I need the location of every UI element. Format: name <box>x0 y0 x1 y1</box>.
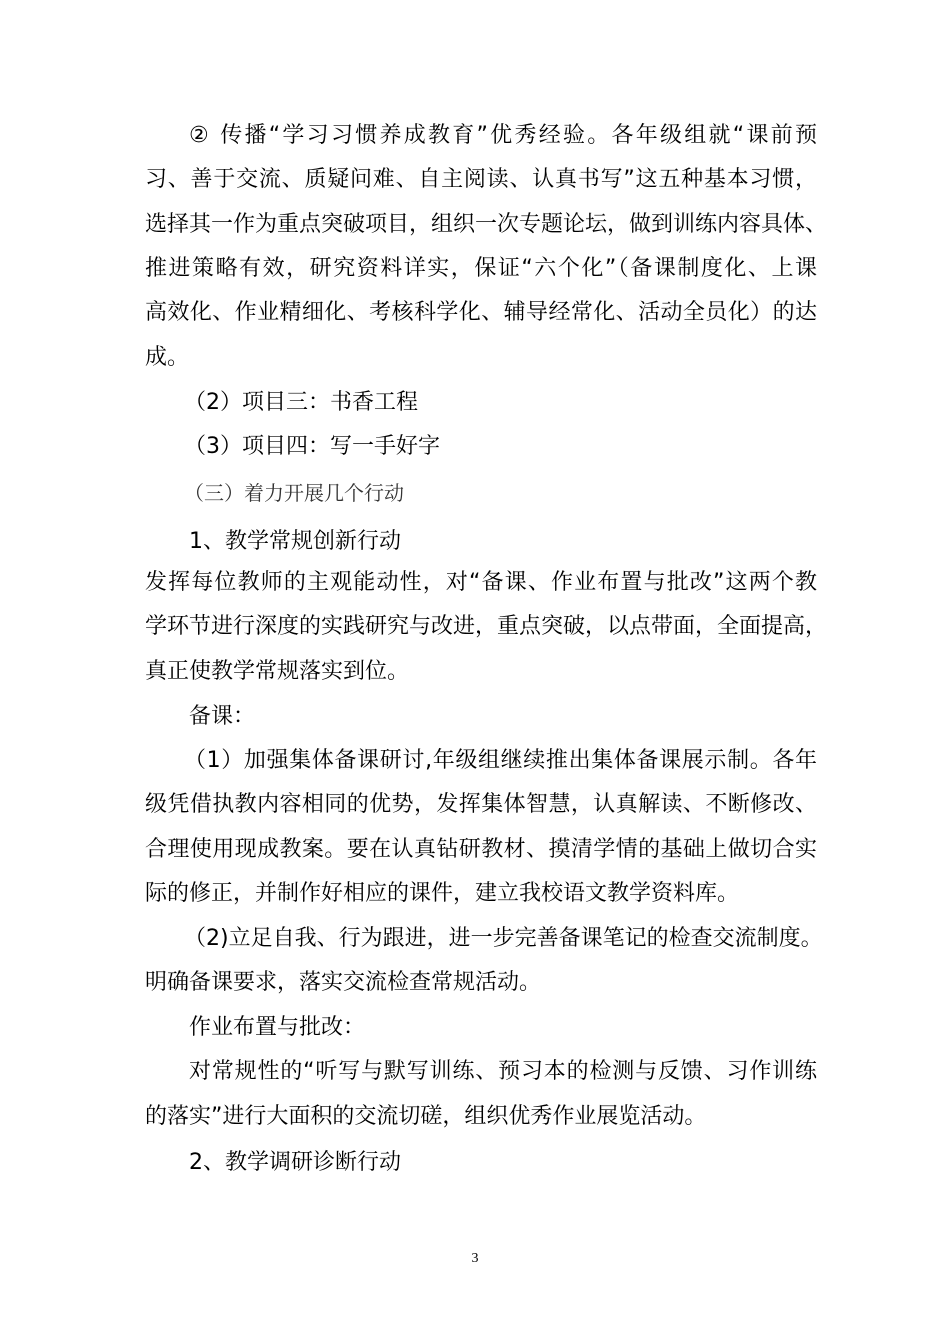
paragraph-line: 成。 <box>145 345 190 370</box>
paragraph-line: 合理使用现成教案。要在认真钻研教材、摸清学情的基础上做切合实 <box>145 837 817 862</box>
list-item: （3）项目四：写一手好字 <box>184 434 440 459</box>
paragraph-line: 习、善于交流、质疑问难、自主阅读、认真书写”这五种基本习惯， <box>145 167 817 192</box>
paragraph-line: 发挥每位教师的主观能动性，对“备课、作业布置与批改”这两个教 <box>145 570 817 595</box>
paragraph-line: 对常规性的“听写与默写训练、预习本的检测与反馈、习作训练 <box>189 1059 817 1084</box>
paragraph-line: 明确备课要求，落实交流检查常规活动。 <box>145 970 542 995</box>
paragraph-line: （2)立足自我、行为跟进，进一步完善备课笔记的检查交流制度。 <box>184 926 823 951</box>
paragraph-line: 推进策略有效，研究资料详实，保证“六个化”（备课制度化、上课 <box>145 256 817 281</box>
subsection-heading: 1、教学常规创新行动 <box>189 529 401 554</box>
paragraph-line: 际的修正，并制作好相应的课件，建立我校语文教学资料库。 <box>145 881 740 906</box>
paragraph-line: 高效化、作业精细化、考核科学化、辅导经常化、活动全员化）的达 <box>145 300 817 325</box>
paragraph-line: 的落实”进行大面积的交流切磋，组织优秀作业展览活动。 <box>145 1104 707 1129</box>
paragraph-line: （1）加强集体备课研讨,年级组继续推出集体备课展示制。各年 <box>184 748 817 773</box>
page-number: 3 <box>471 1251 479 1266</box>
paragraph-line: 学环节进行深度的实践研究与改进，重点突破，以点带面，全面提高， <box>145 614 828 639</box>
list-item: （2）项目三：书香工程 <box>184 390 418 415</box>
subsection-label: 备课： <box>189 704 256 729</box>
paragraph-line: ② 传播“学习习惯养成教育”优秀经验。各年级组就“课前预 <box>189 123 817 148</box>
subsection-label: 作业布置与批改： <box>189 1015 366 1040</box>
paragraph-line: 真正使教学常规落实到位。 <box>145 659 410 684</box>
subsection-heading: 2、教学调研诊断行动 <box>189 1150 401 1175</box>
paragraph-line: 选择其一作为重点突破项目，组织一次专题论坛，做到训练内容具体、 <box>145 212 828 237</box>
paragraph-line: 级凭借执教内容相同的优势，发挥集体智慧，认真解读、不断修改、 <box>145 792 817 817</box>
section-heading: （三）着力开展几个行动 <box>184 481 404 505</box>
